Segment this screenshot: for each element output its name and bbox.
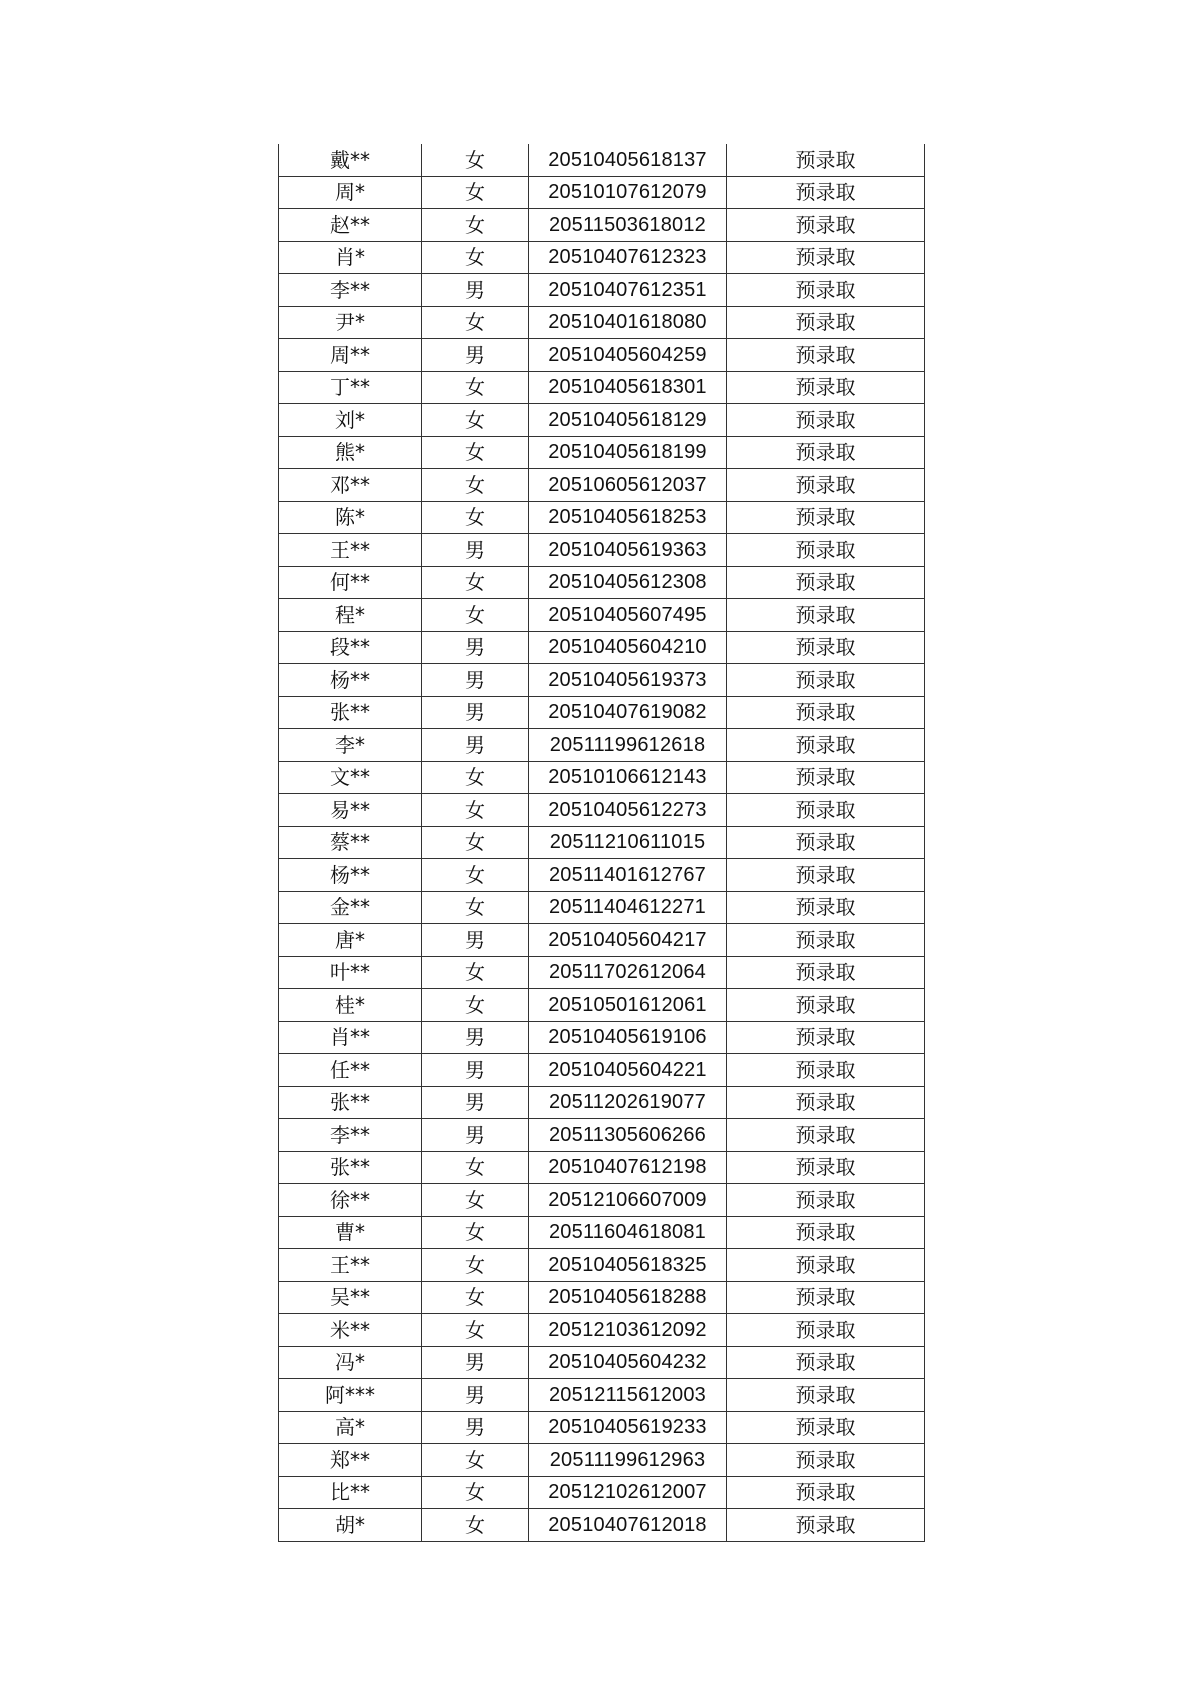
admission-status-cell: 预录取 <box>727 859 925 892</box>
gender-cell: 男 <box>422 274 529 307</box>
exam-id-cell: 20510405604210 <box>529 631 727 664</box>
exam-id-cell: 20510405618253 <box>529 501 727 534</box>
table-row <box>279 176 925 209</box>
admission-status-cell: 预录取 <box>727 956 925 989</box>
exam-id-cell: 20510405618137 <box>529 144 727 176</box>
gender-cell: 男 <box>422 631 529 664</box>
admission-status-cell: 预录取 <box>727 306 925 339</box>
admission-status-cell: 预录取 <box>727 339 925 372</box>
exam-id-cell: 20510401618080 <box>529 306 727 339</box>
gender-cell: 女 <box>422 436 529 469</box>
table-row <box>279 1021 925 1054</box>
admission-status-cell: 预录取 <box>727 631 925 664</box>
student-name-cell: 杨** <box>279 664 422 697</box>
admission-status-cell: 预录取 <box>727 1054 925 1087</box>
admission-status-cell: 预录取 <box>727 176 925 209</box>
exam-id-cell: 20510405604217 <box>529 924 727 957</box>
admission-status-cell: 预录取 <box>727 436 925 469</box>
admission-status-cell: 预录取 <box>727 144 925 176</box>
table-row <box>279 371 925 404</box>
exam-id-cell: 20510405612308 <box>529 566 727 599</box>
student-name-cell: 任** <box>279 1054 422 1087</box>
gender-cell: 女 <box>422 1476 529 1509</box>
admission-status-cell: 预录取 <box>727 1346 925 1379</box>
exam-id-cell: 20510107612079 <box>529 176 727 209</box>
gender-cell: 女 <box>422 761 529 794</box>
student-name-cell: 丁** <box>279 371 422 404</box>
exam-id-cell: 20511401612767 <box>529 859 727 892</box>
table-row <box>279 1411 925 1444</box>
student-name-cell: 张** <box>279 1086 422 1119</box>
student-name-cell: 尹* <box>279 306 422 339</box>
admission-status-cell: 预录取 <box>727 1411 925 1444</box>
admission-status-cell: 预录取 <box>727 1476 925 1509</box>
student-name-cell: 刘* <box>279 404 422 437</box>
exam-id-cell: 20510605612037 <box>529 469 727 502</box>
exam-id-cell: 20511404612271 <box>529 891 727 924</box>
student-name-cell: 曹* <box>279 1216 422 1249</box>
admission-status-cell: 预录取 <box>727 1119 925 1152</box>
gender-cell: 女 <box>422 1216 529 1249</box>
gender-cell: 女 <box>422 144 529 176</box>
student-name-cell: 吴** <box>279 1281 422 1314</box>
admission-status-cell: 预录取 <box>727 664 925 697</box>
admission-status-cell: 预录取 <box>727 209 925 242</box>
table-row <box>279 534 925 567</box>
table-row <box>279 859 925 892</box>
exam-id-cell: 20510405619233 <box>529 1411 727 1444</box>
admission-status-cell: 预录取 <box>727 1151 925 1184</box>
table-row <box>279 501 925 534</box>
gender-cell: 女 <box>422 1151 529 1184</box>
student-name-cell: 金** <box>279 891 422 924</box>
student-name-cell: 程* <box>279 599 422 632</box>
admission-status-cell: 预录取 <box>727 1184 925 1217</box>
admission-status-cell: 预录取 <box>727 1509 925 1542</box>
admission-status-cell: 预录取 <box>727 534 925 567</box>
admission-status-cell: 预录取 <box>727 274 925 307</box>
table-row <box>279 1509 925 1542</box>
table-row <box>279 1184 925 1217</box>
admission-status-cell: 预录取 <box>727 469 925 502</box>
table-row <box>279 1444 925 1477</box>
admission-status-cell: 预录取 <box>727 794 925 827</box>
student-name-cell: 周* <box>279 176 422 209</box>
admission-status-cell: 预录取 <box>727 1216 925 1249</box>
gender-cell: 女 <box>422 826 529 859</box>
admission-status-cell: 预录取 <box>727 989 925 1022</box>
gender-cell: 男 <box>422 1086 529 1119</box>
gender-cell: 男 <box>422 1119 529 1152</box>
table-row <box>279 1119 925 1152</box>
table-row <box>279 1476 925 1509</box>
admission-status-cell: 预录取 <box>727 761 925 794</box>
student-name-cell: 肖** <box>279 1021 422 1054</box>
exam-id-cell: 20512102612007 <box>529 1476 727 1509</box>
gender-cell: 男 <box>422 1021 529 1054</box>
table-row <box>279 696 925 729</box>
gender-cell: 女 <box>422 891 529 924</box>
admission-status-cell: 预录取 <box>727 696 925 729</box>
gender-cell: 男 <box>422 1054 529 1087</box>
table-row <box>279 339 925 372</box>
student-name-cell: 王** <box>279 1249 422 1282</box>
admission-status-cell: 预录取 <box>727 1249 925 1282</box>
admission-status-cell: 预录取 <box>727 1314 925 1347</box>
student-name-cell: 比** <box>279 1476 422 1509</box>
table-row <box>279 1151 925 1184</box>
table-row <box>279 436 925 469</box>
exam-id-cell: 20510407619082 <box>529 696 727 729</box>
gender-cell: 男 <box>422 924 529 957</box>
student-name-cell: 易** <box>279 794 422 827</box>
exam-id-cell: 20510501612061 <box>529 989 727 1022</box>
table-row <box>279 1216 925 1249</box>
exam-id-cell: 20510405618301 <box>529 371 727 404</box>
student-name-cell: 赵** <box>279 209 422 242</box>
admission-status-cell: 预录取 <box>727 891 925 924</box>
student-name-cell: 何** <box>279 566 422 599</box>
student-name-cell: 段** <box>279 631 422 664</box>
table-row <box>279 469 925 502</box>
gender-cell: 男 <box>422 696 529 729</box>
student-name-cell: 邓** <box>279 469 422 502</box>
table-row <box>279 989 925 1022</box>
student-name-cell: 戴** <box>279 144 422 176</box>
student-name-cell: 李** <box>279 274 422 307</box>
student-name-cell: 徐** <box>279 1184 422 1217</box>
exam-id-cell: 20510407612018 <box>529 1509 727 1542</box>
table-row <box>279 599 925 632</box>
table-row <box>279 1054 925 1087</box>
gender-cell: 女 <box>422 1314 529 1347</box>
student-name-cell: 文** <box>279 761 422 794</box>
student-name-cell: 胡* <box>279 1509 422 1542</box>
exam-id-cell: 20510405607495 <box>529 599 727 632</box>
table-row <box>279 631 925 664</box>
admission-status-cell: 预录取 <box>727 729 925 762</box>
exam-id-cell: 20512115612003 <box>529 1379 727 1412</box>
exam-id-cell: 20511202619077 <box>529 1086 727 1119</box>
table-row <box>279 1314 925 1347</box>
admission-status-cell: 预录取 <box>727 1281 925 1314</box>
admission-status-cell: 预录取 <box>727 404 925 437</box>
exam-id-cell: 20510407612323 <box>529 241 727 274</box>
gender-cell: 男 <box>422 664 529 697</box>
exam-id-cell: 20511210611015 <box>529 826 727 859</box>
table-row <box>279 209 925 242</box>
student-name-cell: 李* <box>279 729 422 762</box>
gender-cell: 女 <box>422 1281 529 1314</box>
student-name-cell: 米** <box>279 1314 422 1347</box>
exam-id-cell: 20510405618325 <box>529 1249 727 1282</box>
gender-cell: 女 <box>422 501 529 534</box>
gender-cell: 女 <box>422 176 529 209</box>
table-row <box>279 794 925 827</box>
exam-id-cell: 20510405619363 <box>529 534 727 567</box>
exam-id-cell: 20510106612143 <box>529 761 727 794</box>
admission-status-cell: 预录取 <box>727 1086 925 1119</box>
student-name-cell: 阿*** <box>279 1379 422 1412</box>
student-name-cell: 肖* <box>279 241 422 274</box>
table-row <box>279 241 925 274</box>
admission-status-cell: 预录取 <box>727 1021 925 1054</box>
exam-id-cell: 20510405619106 <box>529 1021 727 1054</box>
table-row <box>279 274 925 307</box>
exam-id-cell: 20511604618081 <box>529 1216 727 1249</box>
student-name-cell: 郑** <box>279 1444 422 1477</box>
exam-id-cell: 20512106607009 <box>529 1184 727 1217</box>
admission-status-cell: 预录取 <box>727 1379 925 1412</box>
admission-status-cell: 预录取 <box>727 501 925 534</box>
exam-id-cell: 20510405612273 <box>529 794 727 827</box>
table-row <box>279 1379 925 1412</box>
student-name-cell: 叶** <box>279 956 422 989</box>
exam-id-cell: 20512103612092 <box>529 1314 727 1347</box>
exam-id-cell: 20511503618012 <box>529 209 727 242</box>
exam-id-cell: 20510405618199 <box>529 436 727 469</box>
exam-id-cell: 20510407612198 <box>529 1151 727 1184</box>
gender-cell: 女 <box>422 306 529 339</box>
student-name-cell: 张** <box>279 696 422 729</box>
student-name-cell: 蔡** <box>279 826 422 859</box>
gender-cell: 女 <box>422 599 529 632</box>
table-row <box>279 566 925 599</box>
table-row <box>279 144 925 176</box>
gender-cell: 男 <box>422 1346 529 1379</box>
gender-cell: 女 <box>422 209 529 242</box>
student-name-cell: 熊* <box>279 436 422 469</box>
exam-id-cell: 20510407612351 <box>529 274 727 307</box>
student-name-cell: 杨** <box>279 859 422 892</box>
table-row <box>279 729 925 762</box>
table-body <box>279 144 925 1541</box>
exam-id-cell: 20511199612963 <box>529 1444 727 1477</box>
table-row <box>279 891 925 924</box>
student-name-cell: 唐* <box>279 924 422 957</box>
table-row <box>279 761 925 794</box>
gender-cell: 男 <box>422 339 529 372</box>
gender-cell: 男 <box>422 1411 529 1444</box>
exam-id-cell: 20510405604221 <box>529 1054 727 1087</box>
admission-status-cell: 预录取 <box>727 826 925 859</box>
gender-cell: 女 <box>422 794 529 827</box>
exam-id-cell: 20510405618129 <box>529 404 727 437</box>
admission-status-cell: 预录取 <box>727 371 925 404</box>
table-row <box>279 956 925 989</box>
gender-cell: 女 <box>422 371 529 404</box>
gender-cell: 女 <box>422 859 529 892</box>
gender-cell: 女 <box>422 1509 529 1542</box>
table-row <box>279 664 925 697</box>
gender-cell: 女 <box>422 1184 529 1217</box>
student-name-cell: 李** <box>279 1119 422 1152</box>
admission-status-cell: 预录取 <box>727 566 925 599</box>
gender-cell: 女 <box>422 956 529 989</box>
gender-cell: 女 <box>422 404 529 437</box>
student-name-cell: 冯* <box>279 1346 422 1379</box>
student-name-cell: 周** <box>279 339 422 372</box>
table-row <box>279 1086 925 1119</box>
exam-id-cell: 20510405618288 <box>529 1281 727 1314</box>
table-row <box>279 1249 925 1282</box>
gender-cell: 男 <box>422 534 529 567</box>
exam-id-cell: 20511199612618 <box>529 729 727 762</box>
admission-status-cell: 预录取 <box>727 241 925 274</box>
gender-cell: 女 <box>422 989 529 1022</box>
table-row <box>279 924 925 957</box>
gender-cell: 男 <box>422 729 529 762</box>
student-name-cell: 王** <box>279 534 422 567</box>
gender-cell: 女 <box>422 469 529 502</box>
table-row <box>279 1346 925 1379</box>
exam-id-cell: 20511702612064 <box>529 956 727 989</box>
exam-id-cell: 20510405604232 <box>529 1346 727 1379</box>
gender-cell: 女 <box>422 241 529 274</box>
gender-cell: 女 <box>422 566 529 599</box>
table-row <box>279 1281 925 1314</box>
table-row <box>279 306 925 339</box>
admission-status-cell: 预录取 <box>727 924 925 957</box>
student-name-cell: 陈* <box>279 501 422 534</box>
student-name-cell: 高* <box>279 1411 422 1444</box>
exam-id-cell: 20510405604259 <box>529 339 727 372</box>
table-row <box>279 826 925 859</box>
table-row <box>279 404 925 437</box>
exam-id-cell: 20511305606266 <box>529 1119 727 1152</box>
admission-list-table <box>278 144 925 1542</box>
admission-status-cell: 预录取 <box>727 599 925 632</box>
student-name-cell: 桂* <box>279 989 422 1022</box>
gender-cell: 男 <box>422 1379 529 1412</box>
student-name-cell: 张** <box>279 1151 422 1184</box>
gender-cell: 女 <box>422 1249 529 1282</box>
exam-id-cell: 20510405619373 <box>529 664 727 697</box>
gender-cell: 女 <box>422 1444 529 1477</box>
admission-status-cell: 预录取 <box>727 1444 925 1477</box>
